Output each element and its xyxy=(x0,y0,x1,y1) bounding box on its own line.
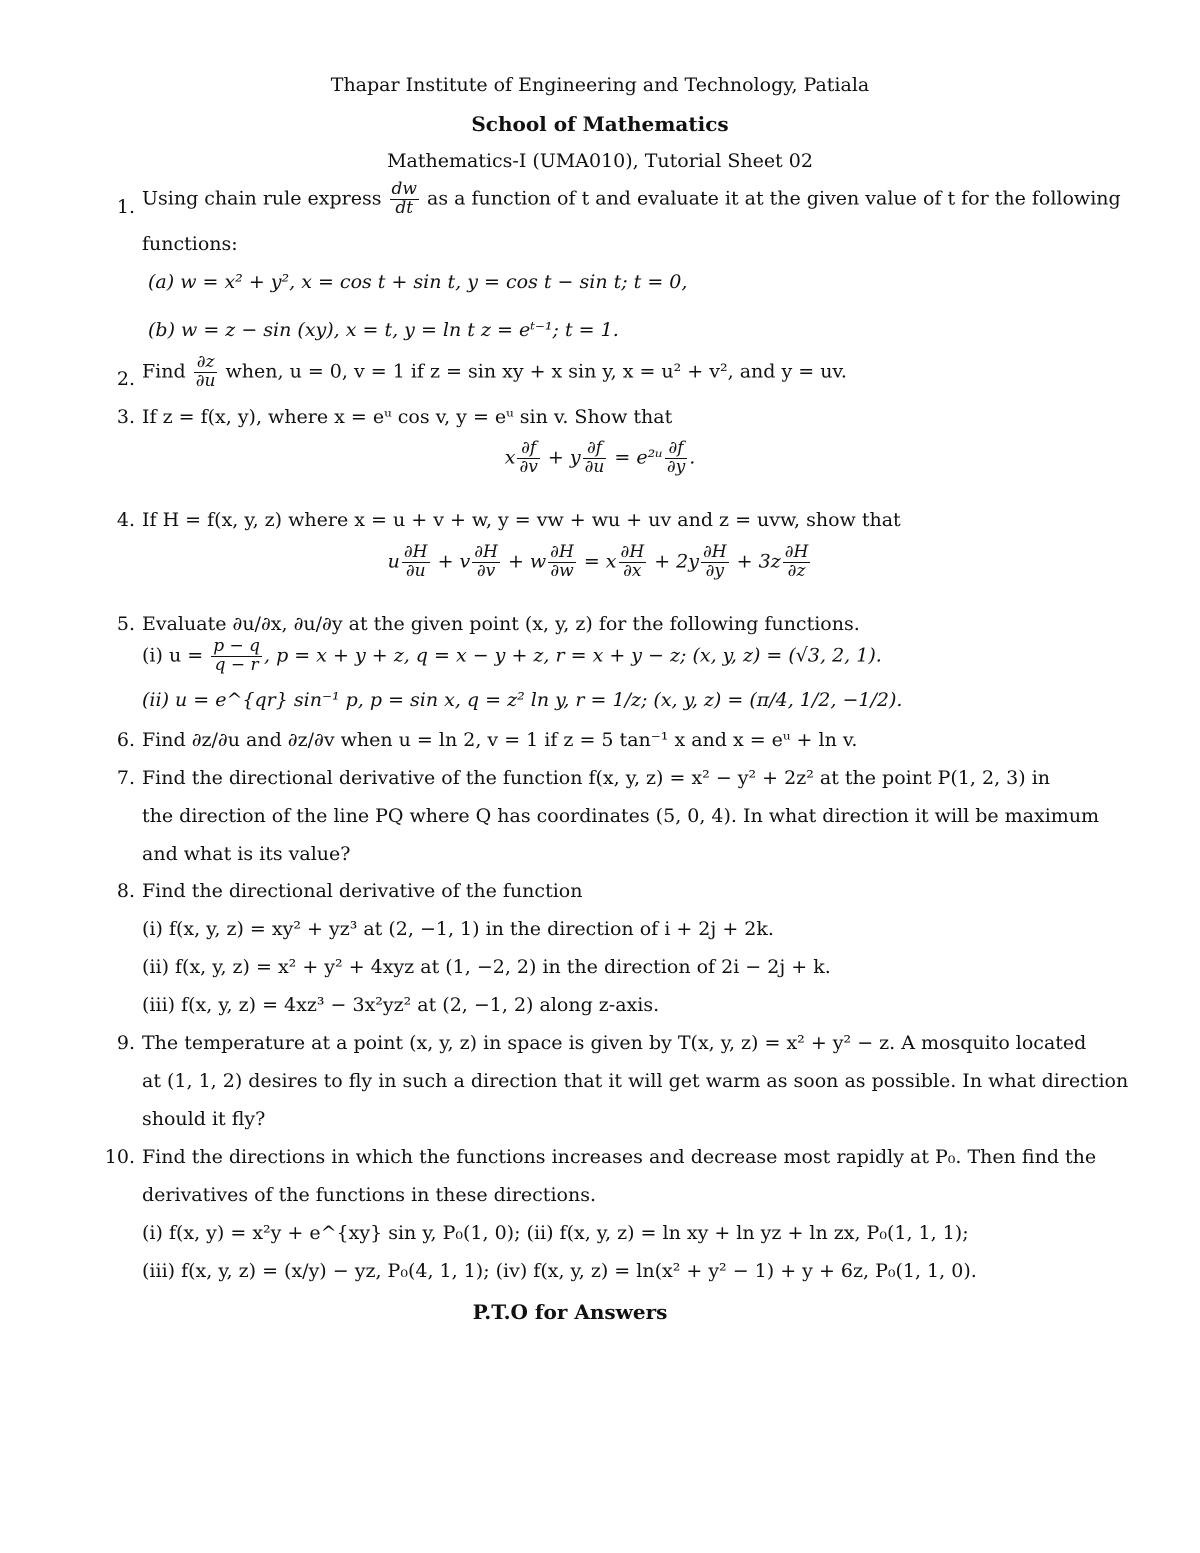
q10-line3: (i) f(x, y) = x²y + e^{xy} sin y, P₀(1, 0); (ii) f(x, y, z) = ln xy + ln yz + ln zx, P₀(1, 1, 1); xyxy=(142,1222,969,1244)
q3-f2-num: ∂f xyxy=(583,440,607,459)
q6-text: Find ∂z/∂u and ∂z/∂v when u = ln 2, v = 1 if z = 5 tan⁻¹ x and x = eᵘ + ln v. xyxy=(142,729,858,751)
q3-eq-plus: + y xyxy=(547,446,581,469)
q4-text: If H = f(x, y, z) where x = u + v + w, y = vw + wu + uv and z = uvw, show that xyxy=(142,509,901,531)
q4-dy: ∂y xyxy=(705,560,725,581)
q5-part-i xyxy=(142,638,882,675)
q9-line1: The temperature at a point (x, y, z) in space is given by T(x, y, z) = x² + y² − z. A mosquito located xyxy=(142,1032,1087,1054)
q4-hn5: ∂H xyxy=(703,542,727,562)
q4-hn4: ∂H xyxy=(620,542,645,562)
q1-fraction xyxy=(390,181,419,218)
q5-i-pre: (i) u = xyxy=(142,644,204,667)
q4-frac-w xyxy=(548,544,576,581)
q3-frac2 xyxy=(583,440,607,477)
q10-line4: (iii) f(x, y, z) = (x/y) − yz, P₀(4, 1, 1); (iv) f(x, y, z) = ln(x² + y² − 1) + y + 6z, P₀(1, 1, 0). xyxy=(142,1260,977,1282)
q4-t5: + 2y xyxy=(654,550,699,573)
q4-dv: ∂v xyxy=(476,560,496,581)
q2-frac-num: ∂z xyxy=(194,354,218,373)
q4-frac-y xyxy=(701,544,729,581)
q4-frac-x xyxy=(619,544,647,581)
q7-line1: Find the directional derivative of the function f(x, y, z) = x² − y² + 2z² at the point P(1, 2, 3) in xyxy=(142,767,1051,789)
q4-du: ∂u xyxy=(405,560,426,581)
q1-frac-den: dt xyxy=(395,197,414,218)
q3-f1-num: ∂f xyxy=(517,440,539,459)
q3-frac1 xyxy=(517,440,539,477)
q9-line2: at (1, 1, 2) desires to fly in such a direction that it will get warm as soon as possible. In what direction xyxy=(142,1070,1129,1092)
q5-i-fraction xyxy=(211,638,262,675)
q4-t1: u xyxy=(387,550,400,573)
pto-footer: P.T.O for Answers xyxy=(472,1300,668,1324)
q3-f2-den: ∂u xyxy=(584,456,605,477)
q3-f1-den: ∂v xyxy=(519,456,538,477)
q8-number: 8. xyxy=(116,880,135,902)
q7-number: 7. xyxy=(116,767,135,789)
q4-t2: + v xyxy=(437,550,471,573)
q3-eq-x: x xyxy=(504,446,516,469)
q3-f3-num: ∂f xyxy=(665,440,687,459)
q4-hn2: ∂H xyxy=(474,542,498,562)
q8-part-i: (i) f(x, y, z) = xy² + yz³ at (2, −1, 1) in the direction of i + 2j + 2k. xyxy=(142,918,774,940)
q1-frac-num: dw xyxy=(391,179,417,199)
q4-hn6: ∂H xyxy=(784,542,809,562)
q7-line3: and what is its value? xyxy=(142,843,351,865)
q4-dx: ∂x xyxy=(623,560,642,581)
q4-frac-v xyxy=(472,544,500,581)
institute-title: Thapar Institute of Engineering and Technology, Patiala xyxy=(330,74,870,96)
q4-t6: + 3z xyxy=(736,550,781,573)
q5-part-ii: (ii) u = e^{qr} sin⁻¹ p, p = sin x, q = z² ln y, r = 1/z; (x, y, z) = (π/4, 1/2, −1/2). xyxy=(142,689,903,711)
q1-line1 xyxy=(142,181,1121,218)
q9-number: 9. xyxy=(116,1032,135,1054)
q10-line1: Find the directions in which the functions increases and decrease most rapidly at P₀. Then find the xyxy=(142,1146,1097,1168)
q7-line2: the direction of the line PQ where Q has coordinates (5, 0, 4). In what direction it will be maximum xyxy=(142,805,1100,827)
q5-i-post: , p = x + y + z, q = x − y + z, r = x + y − z; (x, y, z) = (√3, 2, 1). xyxy=(264,644,882,667)
q4-number: 4. xyxy=(116,509,135,531)
q4-equation xyxy=(0,544,1200,581)
q1-part-a: (a) w = x² + y², x = cos t + sin t, y = cos t − sin t; t = 0, xyxy=(148,271,688,293)
q6-number: 6. xyxy=(116,729,135,751)
q2-post: when, u = 0, v = 1 if z = sin xy + x sin y, x = u² + v², and y = uv. xyxy=(225,360,847,383)
q3-equation xyxy=(0,440,1200,477)
q4-dz: ∂z xyxy=(787,560,806,581)
q10-number: 10. xyxy=(104,1146,135,1168)
q3-text: If z = f(x, y), where x = eᵘ cos v, y = eᵘ sin v. Show that xyxy=(142,406,673,428)
q5-text: Evaluate ∂u/∂x, ∂u/∂y at the given point (x, y, z) for the following functions. xyxy=(142,613,860,635)
q1-post: as a function of t and evaluate it at the given value of t for the following xyxy=(427,187,1121,210)
q8-part-iii: (iii) f(x, y, z) = 4xz³ − 3x²yz² at (2, −1, 2) along z-axis. xyxy=(142,994,660,1016)
q9-line3: should it fly? xyxy=(142,1108,266,1130)
q1-number: 1. xyxy=(116,196,135,218)
q3-number: 3. xyxy=(116,406,135,428)
q2-line xyxy=(142,354,847,391)
q5-number: 5. xyxy=(116,613,135,635)
q4-frac-z xyxy=(783,544,811,581)
q3-eq-rhs: = e²ᵘ xyxy=(614,446,663,469)
q2-number: 2. xyxy=(116,368,135,390)
q4-hn1: ∂H xyxy=(403,542,428,562)
q3-eq-end: . xyxy=(689,446,696,469)
q2-pre: Find xyxy=(142,360,186,383)
course-title: Mathematics-I (UMA010), Tutorial Sheet 02 xyxy=(387,150,813,172)
q3-f3-den: ∂y xyxy=(666,456,686,477)
q4-t3: + w xyxy=(507,550,547,573)
q5-i-num: p − q xyxy=(213,636,261,656)
q1-part-b: (b) w = z − sin (xy), x = t, y = ln t z = eᵗ⁻¹; t = 1. xyxy=(148,319,619,341)
q4-hn3: ∂H xyxy=(550,542,574,562)
q3-frac3 xyxy=(665,440,687,477)
q8-text: Find the directional derivative of the function xyxy=(142,880,583,902)
q2-frac-den: ∂u xyxy=(195,370,216,391)
q4-dw: ∂w xyxy=(550,560,574,581)
q10-line2: derivatives of the functions in these directions. xyxy=(142,1184,596,1206)
q4-t4: = x xyxy=(583,550,617,573)
q4-frac-u xyxy=(402,544,430,581)
q2-fraction xyxy=(194,354,218,391)
q1-line2: functions: xyxy=(142,233,238,255)
q8-part-ii: (ii) f(x, y, z) = x² + y² + 4xyz at (1, −2, 2) in the direction of 2i − 2j + k. xyxy=(142,956,831,978)
q5-i-den: q − r xyxy=(214,654,259,675)
q1-pre: Using chain rule express xyxy=(142,187,382,210)
school-title: School of Mathematics xyxy=(471,112,729,136)
